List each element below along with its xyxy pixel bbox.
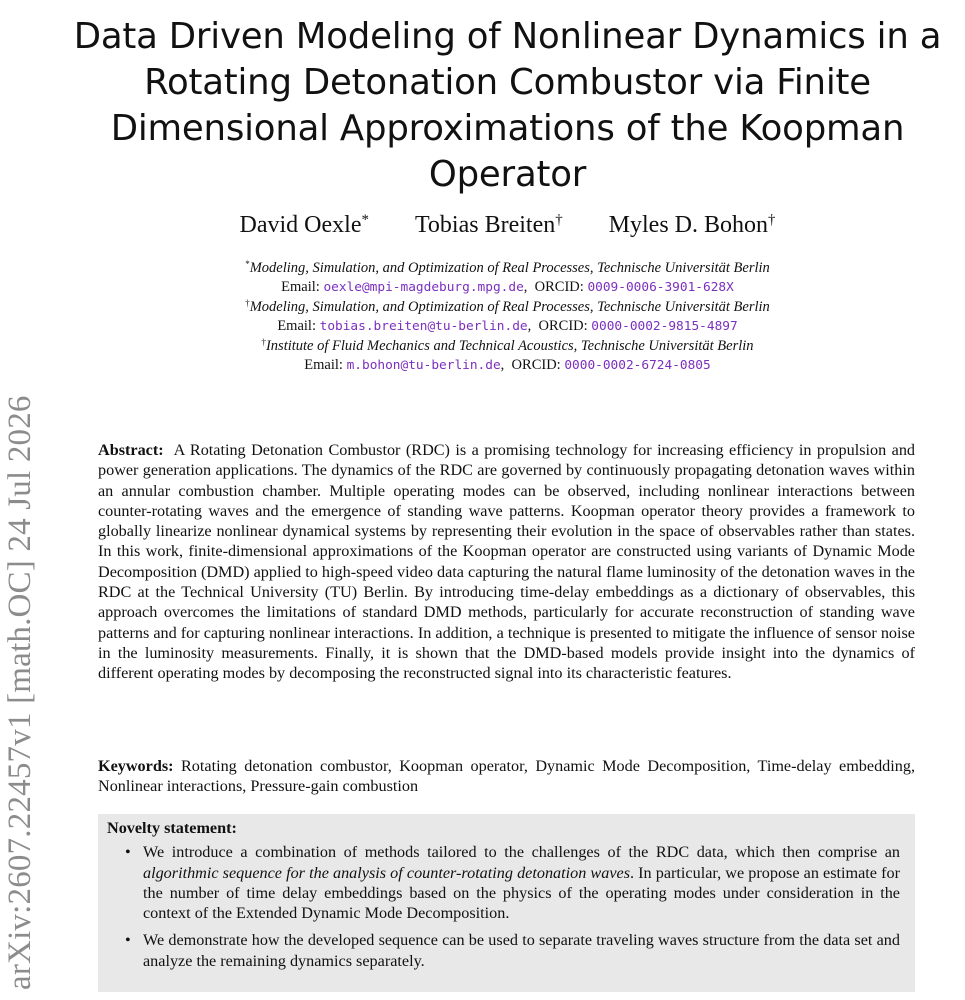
title-line: Rotating Detonation Combustor via Finite (144, 62, 871, 103)
orcid-label: ORCID: (538, 318, 588, 335)
email-label: Email: (281, 279, 320, 296)
arxiv-identifier: arXiv:2607.22457v1 [math.OC] 24 Jul 2026 (2, 395, 38, 990)
keywords (98, 756, 915, 797)
email-label: Email: (304, 357, 343, 374)
keywords-label: Keywords: (98, 757, 174, 775)
author-name: David Oexle (239, 212, 362, 238)
email-link[interactable]: m.bohon@tu-berlin.de (346, 358, 501, 374)
novelty-item-text: We introduce a combination of methods tailored to the challenges of the RDC data, which then comprise an (143, 843, 900, 862)
novelty-item-text: We demonstrate how the developed sequence can be used to separate traveling waves structure from the data set and analyze the remaining dynamics separately. (143, 931, 900, 970)
bullet-icon: • (125, 843, 131, 862)
title-line: Data Driven Modeling of Nonlinear Dynamics in a (73, 16, 942, 57)
affiliations (50, 259, 965, 375)
abstract-label: Abstract: (98, 441, 164, 459)
bullet-icon: • (125, 931, 131, 950)
orcid-label: ORCID: (534, 279, 584, 296)
novelty-statement-box (98, 814, 915, 992)
orcid-link[interactable]: 0000-0002-9815-4897 (591, 319, 738, 335)
author-list (50, 212, 965, 239)
orcid-link[interactable]: 0009-0006-3901-628X (587, 280, 734, 296)
abstract (98, 440, 915, 684)
affiliation-line (50, 259, 965, 278)
author-mark: * (361, 211, 369, 228)
paper-title (50, 14, 965, 198)
affiliation-institution: Modeling, Simulation, and Optimization of Real Processes, Technische Universität Berlin (249, 260, 770, 276)
affiliation-line (50, 298, 965, 317)
author-name: Myles D. Bohon (608, 212, 769, 238)
contact-line: Email: m.bohon@tu-berlin.de, ORCID: 0000-0002-6724-0805 (304, 357, 711, 374)
affiliation-mark: † (245, 297, 250, 308)
affiliation-mark: * (245, 259, 250, 270)
novelty-item (107, 842, 906, 923)
novelty-item-text: . In particular, we propose an estimate for the number of time delay embeddings based on the physics of the operating modes under consideration in the context of the Extended Dynamic Mode Decomposition. (143, 863, 900, 923)
email-link[interactable]: tobias.breiten@tu-berlin.de (319, 319, 528, 335)
novelty-item (107, 930, 906, 971)
contact-line: Email: tobias.breiten@tu-berlin.de, ORCID: 0000-0002-9815-4897 (277, 318, 738, 335)
email-link[interactable]: oexle@mpi-magdeburg.mpg.de (323, 280, 524, 296)
novelty-list (107, 842, 906, 971)
author (240, 212, 369, 238)
keywords-text: Rotating detonation combustor, Koopman operator, Dynamic Mode Decomposition, Time-delay embedding, Nonlinear interactions, Pressure-gain combustion (98, 757, 915, 796)
novelty-label: Novelty statement: (107, 819, 237, 837)
affiliation-institution: Institute of Fluid Mechanics and Technical Acoustics, Technische Universität Berlin (265, 337, 754, 354)
affiliation-line (50, 337, 965, 356)
author (415, 212, 563, 238)
contact-line: Email: oexle@mpi-magdeburg.mpg.de, ORCID: 0009-0006-3901-628X (281, 279, 734, 296)
author-name: Tobias Breiten (414, 212, 556, 238)
abstract-text: A Rotating Detonation Combustor (RDC) is a promising technology for increasing efficiency in propulsion and power generation applications. The dynamics of the RDC are governed by continuously propagating detonation waves within an annular combustion chamber. Multiple operating modes can be observed, including nonlinear interactions between counter-rotating waves and the emergence of standing wave patterns. Koopman operator theory provides a framework to globally linearize nonlinear dynamical systems by representing their evolution in the space of observables rather than states. In this work, finite-dimensional approximations of the Koopman operator are constructed using variants of Dynamic Mode Decomposition (DMD) applied to high-speed video data capturing the natural flame luminosity of the detonation waves in the RDC at the Technical University (TU) Berlin. By introducing time-delay embeddings as a dictionary of observables, this approach overcomes the limitations of standard DMD methods, particularly for accurate reconstruction of standing wave patterns and for capturing nonlinear interactions. In addition, a technique is presented to mitigate the influence of sensor noise in the luminosity measurements. Finally, it is shown that the DMD-based models provide insight into the dynamics of different operating modes by decomposing the reconstructed signal into its characteristic features. (98, 441, 916, 683)
affiliation-mark: † (261, 336, 266, 347)
title-line: Dimensional Approximations of the Koopman (110, 108, 905, 149)
orcid-link[interactable]: 0000-0002-6724-0805 (564, 358, 711, 374)
title-line: Operator (428, 154, 587, 195)
author (609, 212, 776, 238)
novelty-item-emphasis: algorithmic sequence for the analysis of counter-rotating detonation waves (143, 863, 630, 882)
author-mark: † (555, 211, 563, 228)
email-label: Email: (277, 318, 316, 335)
author-mark: † (768, 211, 776, 228)
orcid-label: ORCID: (511, 357, 561, 374)
affiliation-institution: Modeling, Simulation, and Optimization of Real Processes, Technische Universität Berlin (249, 298, 770, 315)
